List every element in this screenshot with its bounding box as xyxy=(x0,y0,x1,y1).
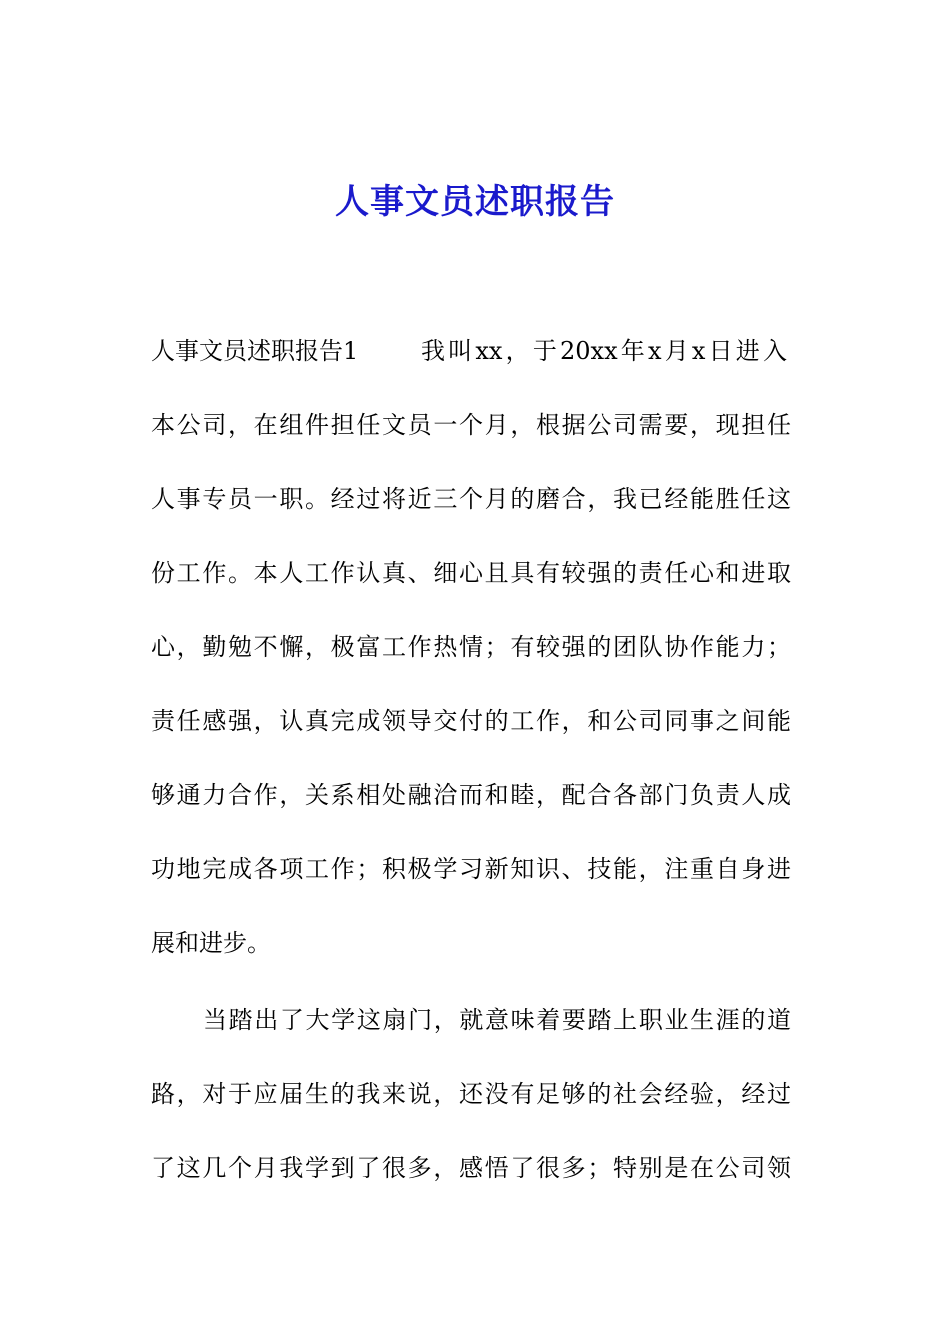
paragraph-line-1 xyxy=(151,331,791,371)
paragraph-line-5: 心，勤勉不懈，极富工作热情；有较强的团队协作能力； xyxy=(151,633,791,661)
paragraph-line-11: 路，对于应届生的我来说，还没有足够的社会经验，经过 xyxy=(151,1080,791,1108)
paragraph-line-7: 够通力合作，关系相处融洽而和睦，配合各部门负责人成 xyxy=(151,781,791,809)
paragraph-line-6: 责任感强，认真完成领导交付的工作，和公司同事之间能 xyxy=(151,707,791,735)
paragraph-text: 我叫xx，于20xx年x月x日进入 xyxy=(421,337,787,365)
paragraph-line-9: 展和进步。 xyxy=(151,929,271,957)
section-heading: 人事文员述职报告1 xyxy=(151,337,359,365)
paragraph-line-2: 本公司，在组件担任文员一个月，根据公司需要，现担任 xyxy=(151,411,791,439)
paragraph-line-10: 当踏出了大学这扇门，就意味着要踏上职业生涯的道 xyxy=(203,1006,791,1034)
paragraph-line-3: 人事专员一职。经过将近三个月的磨合，我已经能胜任这 xyxy=(151,485,791,513)
paragraph-line-8: 功地完成各项工作；积极学习新知识、技能，注重自身进 xyxy=(151,855,791,883)
paragraph-line-12: 了这几个月我学到了很多，感悟了很多；特别是在公司领 xyxy=(151,1154,791,1182)
document-title: 人事文员述职报告 xyxy=(335,182,615,222)
paragraph-line-4: 份工作。本人工作认真、细心且具有较强的责任心和进取 xyxy=(151,559,791,587)
